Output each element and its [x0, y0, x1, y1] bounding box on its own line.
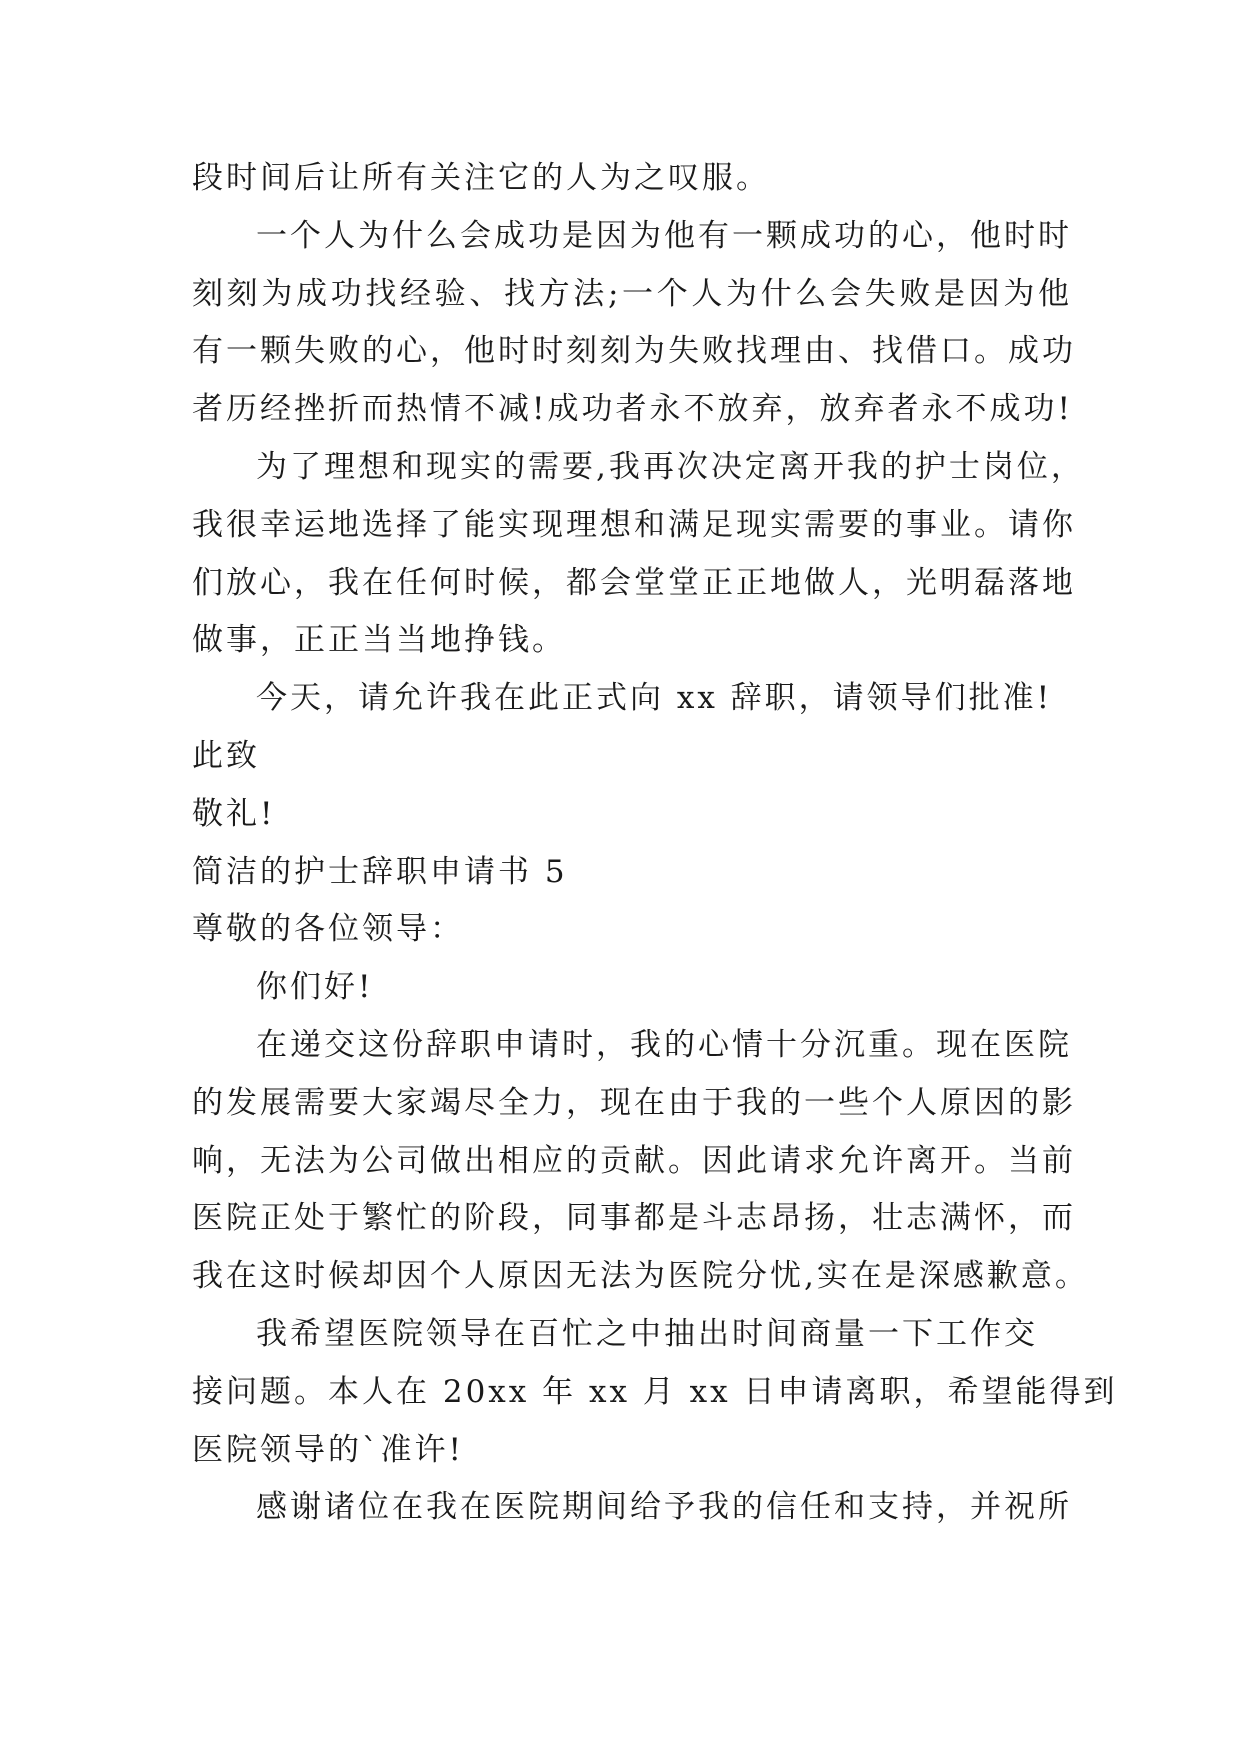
- paragraph-line: 为了理想和现实的需要,我再次决定离开我的护士岗位，: [256, 448, 1085, 485]
- paragraph-line: 一个人为什么会成功是因为他有一颗成功的心，他时时: [256, 217, 1072, 254]
- paragraph-line: 在递交这份辞职申请时，我的心情十分沉重。现在医院: [256, 1026, 1072, 1063]
- section-title: 简洁的护士辞职申请书 5: [192, 853, 568, 890]
- paragraph-line: 我在这时候却因个人原因无法为医院分忧,实在是深感歉意。: [192, 1258, 1089, 1295]
- salutation: 尊敬的各位领导：: [192, 911, 464, 948]
- paragraph-line: 接问题。本人在 20xx 年 xx 月 xx 日申请离职，希望能得到: [192, 1373, 1118, 1410]
- paragraph-line: 刻刻为成功找经验、找方法;一个人为什么会失败是因为他: [192, 275, 1072, 312]
- paragraph-line: 的发展需要大家竭尽全力，现在由于我的一些个人原因的影: [192, 1084, 1076, 1121]
- paragraph-line: 响，无法为公司做出相应的贡献。因此请求允许离开。当前: [192, 1142, 1076, 1179]
- paragraph-line: 们放心，我在任何时候，都会堂堂正正地做人，光明磊落地: [192, 564, 1076, 601]
- paragraph-line: 我希望医院领导在百忙之中抽出时间商量一下工作交: [256, 1315, 1038, 1352]
- paragraph-line: 医院领导的`准许!: [192, 1431, 464, 1468]
- paragraph-line: 者历经挫折而热情不减!成功者永不放弃，放弃者永不成功!: [192, 391, 1073, 428]
- paragraph-line: 段时间后让所有关注它的人为之叹服。: [192, 160, 770, 196]
- paragraph-line: 今天，请允许我在此正式向 xx 辞职，请领导们批准!: [256, 680, 1053, 717]
- closing-line: 此致: [192, 737, 260, 774]
- paragraph-line: 有一颗失败的心，他时时刻刻为失败找理由、找借口。成功: [192, 333, 1076, 370]
- paragraph-line: 医院正处于繁忙的阶段，同事都是斗志昂扬，壮志满怀，而: [192, 1200, 1076, 1237]
- greeting: 你们好!: [256, 969, 374, 1006]
- paragraph-line: 做事，正正当当地挣钱。: [192, 622, 566, 659]
- paragraph-line: 我很幸运地选择了能实现理想和满足现实需要的事业。请你: [192, 506, 1076, 543]
- document-body: [192, 150, 1118, 1537]
- paragraph-line: 感谢诸位在我在医院期间给予我的信任和支持，并祝所: [256, 1489, 1072, 1526]
- closing-line: 敬礼!: [192, 795, 276, 832]
